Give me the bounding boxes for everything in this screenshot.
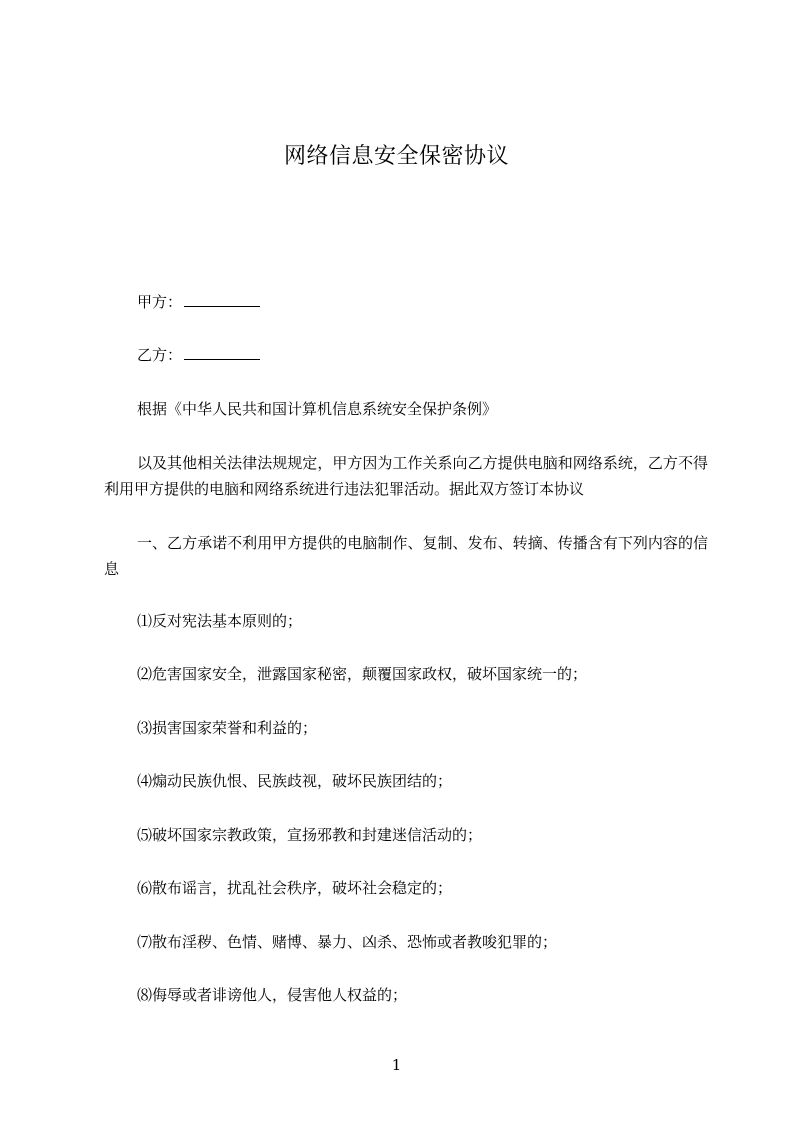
section-one-paragraph: 一、乙方承诺不利用甲方提供的电脑制作、复制、发布、转摘、传播含有下列内容的信息 [104, 534, 708, 578]
list-item: ⑻侮辱或者诽谤他人，侵害他人权益的； [137, 986, 408, 1004]
party-b-blank [184, 345, 260, 360]
list-item: ⑶损害国家荣誉和利益的； [137, 719, 318, 737]
intro-paragraph: 以及其他相关法律法规规定，甲方因为工作关系向乙方提供电脑和网络系统，乙方不得利用甲方提供的电脑和网络系统进行违法犯罪活动。据此双方签订本协议 [104, 454, 708, 498]
list-item: ⑸破坏国家宗教政策，宣扬邪教和封建迷信活动的； [137, 826, 483, 844]
party-a-line [137, 292, 260, 312]
list-item: ⑹散布谣言，扰乱社会秩序，破坏社会稳定的； [137, 879, 453, 897]
party-b-label: 乙方： [137, 346, 183, 364]
party-b-line [137, 345, 260, 365]
list-item: ⑵危害国家安全，泄露国家秘密，颠覆国家政权，破坏国家统一的； [137, 665, 588, 683]
party-a-blank [184, 292, 260, 307]
list-item: ⑷煽动民族仇恨、民族歧视，破坏民族团结的； [137, 772, 453, 790]
list-item: ⑺散布淫秽、色情、赌博、暴力、凶杀、恐怖或者教唆犯罪的； [137, 933, 558, 951]
page-number: 1 [391, 1056, 402, 1074]
list-item: ⑴反对宪法基本原则的； [137, 612, 303, 630]
document-title: 网络信息安全保密协议 [283, 144, 509, 169]
legal-basis-line: 根据《中华人民共和国计算机信息系统安全保护条例》 [137, 400, 498, 418]
party-a-label: 甲方： [137, 293, 183, 311]
